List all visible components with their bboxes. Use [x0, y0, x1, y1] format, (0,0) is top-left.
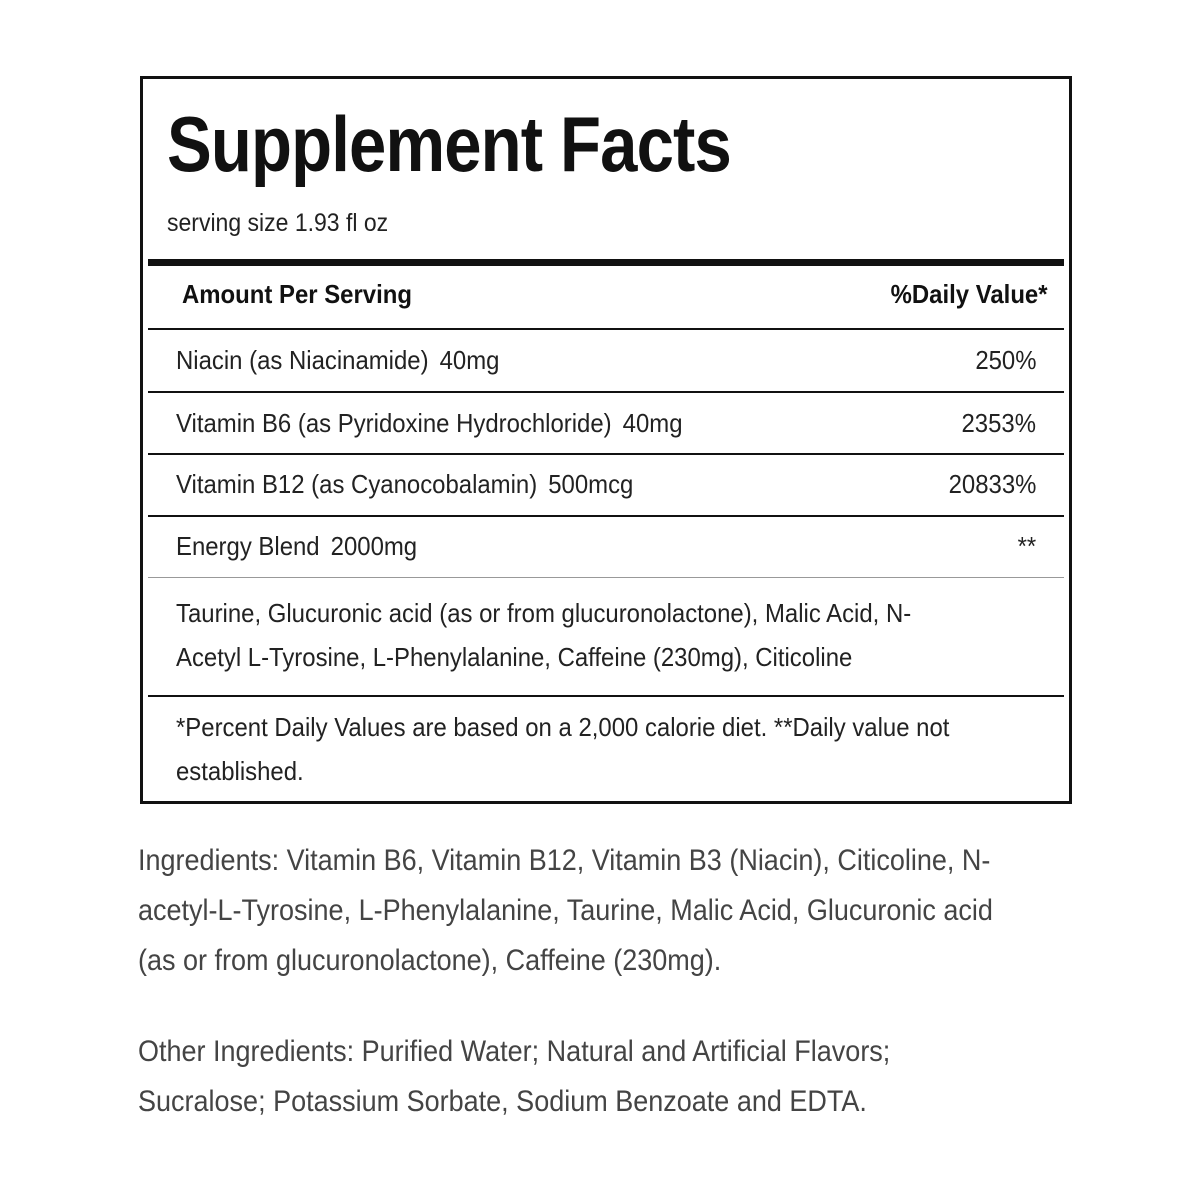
daily-value-heading: %Daily Value*	[891, 279, 1048, 309]
nutrient-name: Vitamin B6 (as Pyridoxine Hydrochloride)	[176, 408, 612, 438]
other-ingredients-line: Sucralose; Potassium Sorbate, Sodium Benzoate and EDTA.	[138, 1085, 867, 1118]
energy-blend-ingredients	[176, 591, 1056, 679]
nutrient-row	[148, 408, 1064, 444]
footnote	[176, 705, 1056, 793]
nutrient-label	[176, 531, 417, 562]
nutrient-amount: 2000mg	[330, 531, 418, 561]
table-header-row	[148, 279, 1064, 315]
nutrient-label	[176, 408, 683, 439]
nutrient-row	[148, 469, 1064, 505]
nutrient-label	[176, 345, 499, 376]
other-ingredients-line: Other Ingredients: Purified Water; Natural and Artificial Flavors;	[138, 1035, 891, 1068]
nutrient-daily-value: 20833%	[948, 469, 1036, 499]
ingredients-line: acetyl-L-Tyrosine, L-Phenylalanine, Taurine, Malic Acid, Glucuronic acid	[138, 894, 993, 927]
nutrient-label	[176, 469, 633, 500]
energy-blend-row	[148, 531, 1064, 567]
panel-title: Supplement Facts	[167, 100, 731, 188]
supplement-facts-panel	[140, 76, 1072, 804]
nutrient-row	[148, 345, 1064, 381]
serving-size: serving size 1.93 fl oz	[167, 209, 389, 237]
thick-divider	[148, 259, 1064, 266]
row-divider	[148, 515, 1064, 517]
blend-line: Taurine, Glucuronic acid (as or from glucuronolactone), Malic Acid, N-	[176, 598, 912, 628]
ingredients-paragraph	[138, 836, 1138, 986]
row-divider	[148, 453, 1064, 455]
footnote-line: *Percent Daily Values are based on a 2,000 calorie diet. **Daily value not	[176, 712, 950, 742]
other-ingredients-paragraph	[138, 1027, 1138, 1127]
ingredients-line: Ingredients: Vitamin B6, Vitamin B12, Vitamin B3 (Niacin), Citicoline, N-	[138, 844, 991, 877]
amount-per-serving-heading: Amount Per Serving	[182, 279, 412, 309]
light-divider	[148, 577, 1064, 578]
row-divider	[148, 695, 1064, 697]
row-divider	[148, 328, 1064, 330]
footnote-line: established.	[176, 756, 304, 786]
ingredients-line: (as or from glucuronolactone), Caffeine (230mg).	[138, 944, 722, 977]
nutrient-name: Niacin (as Niacinamide)	[176, 345, 429, 375]
nutrient-name: Vitamin B12 (as Cyanocobalamin)	[176, 469, 538, 499]
nutrient-amount: 40mg	[439, 345, 500, 375]
nutrient-daily-value: 250%	[974, 345, 1036, 375]
nutrient-name: Energy Blend	[176, 531, 320, 561]
row-divider	[148, 391, 1064, 393]
blend-line: Acetyl L-Tyrosine, L-Phenylalanine, Caffeine (230mg), Citicoline	[176, 642, 853, 672]
nutrient-daily-value: **	[1017, 531, 1036, 561]
nutrient-amount: 500mcg	[548, 469, 634, 499]
nutrient-amount: 40mg	[622, 408, 683, 438]
nutrient-daily-value: 2353%	[961, 408, 1036, 438]
